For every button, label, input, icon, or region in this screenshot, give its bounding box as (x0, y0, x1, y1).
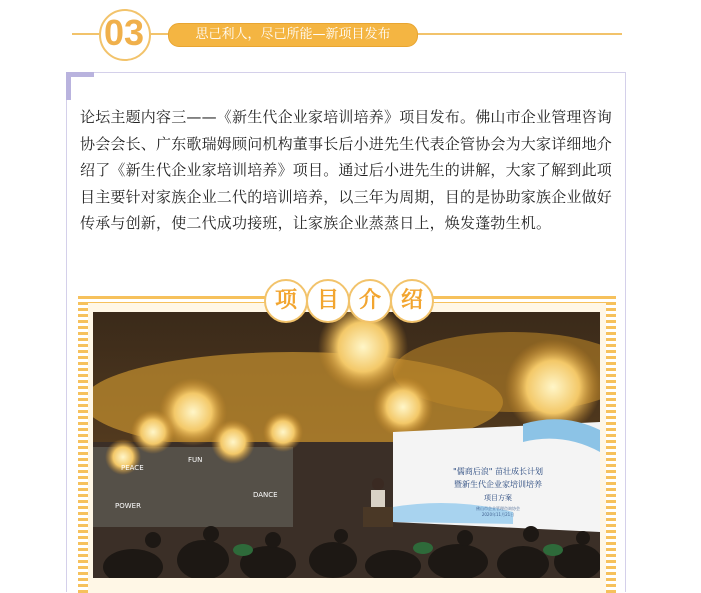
banner-char-3: 介 (348, 279, 392, 323)
banner-char-1: 项 (264, 279, 308, 323)
banner-char-2: 目 (306, 279, 350, 323)
card-corner-accent-vertical (66, 72, 71, 100)
section-title-pill: 思己利人，尽己所能—新项目发布 (168, 23, 418, 47)
body-paragraph: 论坛主题内容三——《新生代企业家培训培养》项目发布。佛山市企业管理咨询协会会长、广东歌瑞姆顾问机构董事长后小进先生代表企管协会为大家详细地介绍了《新生代企业家培训培养》项目。通过后小进先生的讲解，大家了解到此项目主要针对家族企业二代的培训培养，以三年为周期，目的是协助家族企业做好传承与创新，使二代成功接班，让家族企业蒸蒸日上，焕发蓬勃生机。 (80, 108, 613, 232)
section-header (0, 0, 701, 62)
wall-label-power: POWER (115, 502, 141, 510)
screen-line-3: 项目方案 (484, 494, 512, 502)
wall-label-peace: PEACE (121, 464, 144, 472)
event-photo (93, 312, 600, 578)
screen-date: 2020年11月21日 (481, 512, 515, 517)
project-intro-banner (264, 277, 434, 323)
banner-char-4: 绍 (390, 279, 434, 323)
screen-org: 佛山市企业管理咨询协会 (476, 506, 520, 511)
screen-line-2: 暨新生代企业家培训培养 (454, 480, 542, 489)
wall-label-dance: DANCE (253, 491, 278, 499)
section-number: 03 (103, 12, 145, 53)
projector-screen (393, 419, 600, 532)
screen-line-1: "儒商后浪" 苗壮成长计划 (453, 467, 543, 476)
event-photo-illustration (93, 312, 600, 578)
wall-label-fun: FUN (188, 456, 203, 464)
